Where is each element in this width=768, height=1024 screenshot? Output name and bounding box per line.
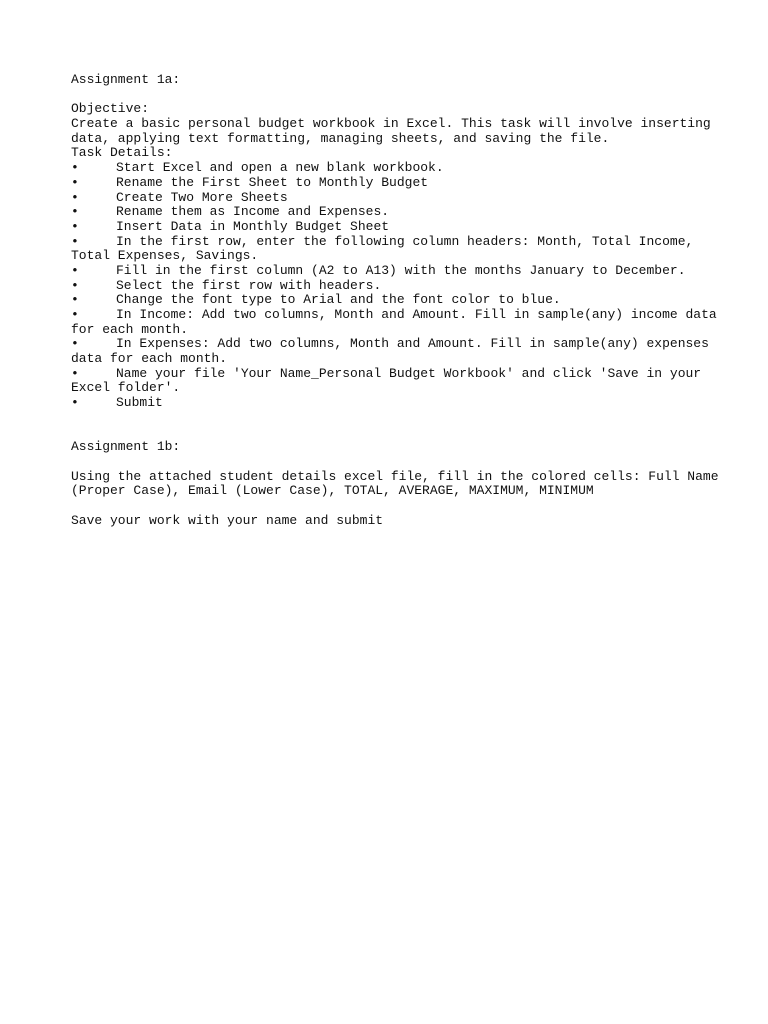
task-item-continuation: for each month. <box>71 321 189 337</box>
task-item-text: Start Excel and open a new blank workbook. <box>116 160 444 176</box>
task-item <box>71 293 711 308</box>
instruction-line-2: (Proper Case), Email (Lower Case), TOTAL, AVERAGE, MAXIMUM, MINIMUM <box>71 483 594 499</box>
spacer <box>71 411 711 426</box>
spacer <box>71 455 711 470</box>
task-item-continuation: Total Expenses, Savings. <box>71 248 259 264</box>
bullet-icon: • <box>71 365 79 381</box>
task-item <box>71 367 711 382</box>
assignment-1a-heading: Assignment 1a: <box>71 72 181 87</box>
spacer <box>71 88 711 103</box>
task-item-text: Insert Data in Monthly Budget Sheet <box>116 218 390 234</box>
bullet-icon: • <box>71 174 79 190</box>
bullet-icon: • <box>71 189 79 205</box>
bullet-icon: • <box>71 204 79 220</box>
task-item-text: In Income: Add two columns, Month and Amount. Fill in sample(any) income data <box>116 307 717 322</box>
spacer <box>71 426 711 441</box>
bullet-icon: • <box>71 233 79 249</box>
bullet-icon: • <box>71 262 79 278</box>
task-item <box>71 307 717 323</box>
task-item-text: Rename them as Income and Expenses. <box>116 204 390 220</box>
task-item-text: Name your file 'Your Name_Personal Budget Workbook' and click 'Save in your <box>116 365 702 381</box>
task-item-text: Create Two More Sheets <box>116 189 288 205</box>
bullet-icon: • <box>71 277 79 293</box>
bullet-icon: • <box>71 218 79 234</box>
task-item <box>71 161 711 176</box>
bullet-icon: • <box>71 336 79 352</box>
document-body <box>71 72 719 528</box>
task-list <box>71 160 717 411</box>
task-item <box>71 220 711 235</box>
task-item-text: Change the font type to Arial and the font color to blue. <box>116 292 561 308</box>
assignment-1b-heading: Assignment 1b: <box>71 439 181 455</box>
task-item <box>71 337 711 352</box>
task-item <box>71 396 711 411</box>
objective-line-2: data, applying text formatting, managing sheets, and saving the file. <box>71 130 610 146</box>
task-item <box>71 176 711 191</box>
task-item-continuation: Excel folder'. <box>71 380 181 396</box>
task-item <box>71 235 711 250</box>
bullet-icon: • <box>71 292 79 308</box>
task-item-text: In the first row, enter the following column headers: Month, Total Income, <box>116 233 694 249</box>
objective-label: Objective: <box>71 101 150 117</box>
spacer <box>71 499 711 514</box>
bullet-icon: • <box>71 395 79 411</box>
objective-line-1: Create a basic personal budget workbook in Excel. This task will involve inserting <box>71 116 711 132</box>
closing-instruction: Save your work with your name and submit <box>71 512 384 528</box>
bullet-icon: • <box>71 160 79 176</box>
task-item-text: In Expenses: Add two columns, Month and Amount. Fill in sample(any) expenses <box>116 336 709 352</box>
task-item <box>71 264 711 279</box>
instruction-line-1: Using the attached student details excel file, fill in the colored cells: Full Name <box>71 468 719 484</box>
task-item-continuation: data for each month. <box>71 351 228 367</box>
task-details-label: Task Details: <box>71 145 173 161</box>
task-item-text: Select the first row with headers. <box>116 277 382 293</box>
task-item-text: Fill in the first column (A2 to A13) with the months January to December. <box>116 262 686 278</box>
task-item <box>71 191 711 206</box>
task-item <box>71 279 711 294</box>
task-item <box>71 205 711 220</box>
task-item-text: Rename the First Sheet to Monthly Budget <box>116 174 429 190</box>
bullet-icon: • <box>71 307 79 322</box>
task-item-text: Submit <box>116 395 163 411</box>
